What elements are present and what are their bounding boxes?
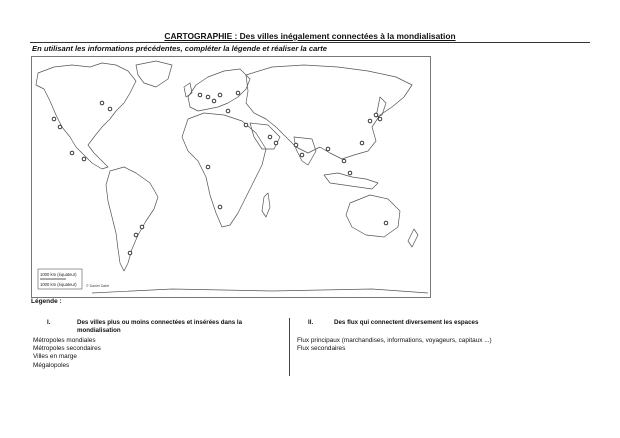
city-marker <box>342 159 346 163</box>
city-marker <box>378 117 382 121</box>
city-marker <box>218 93 222 97</box>
north-america-outline <box>36 63 136 169</box>
scale-label-2: 1000 km (équateur) <box>40 282 77 287</box>
instruction-text: En utilisant les informations précédentes, compléter la légende et réaliser la carte <box>32 44 327 53</box>
map-credit: © Daniel Dalet <box>86 284 110 288</box>
antarctica-outline <box>92 289 428 293</box>
city-marker <box>348 171 352 175</box>
new-zealand-outline <box>408 229 418 247</box>
indonesia-outline <box>324 173 378 189</box>
australia-outline <box>346 195 400 237</box>
legend-item: Mégalopoles <box>33 362 70 369</box>
city-marker <box>274 141 278 145</box>
city-marker <box>374 113 378 117</box>
world-map <box>31 56 431 298</box>
city-marker <box>52 117 56 121</box>
city-marker <box>58 125 62 129</box>
city-marker <box>108 107 112 111</box>
madagascar-outline <box>262 193 270 217</box>
legend-section2-number: II. <box>308 319 314 326</box>
legend-section1-number: I. <box>47 319 51 326</box>
city-marker <box>212 99 216 103</box>
city-marker <box>128 251 132 255</box>
city-marker <box>206 165 210 169</box>
city-marker <box>100 101 104 105</box>
scale-label-1: 1000 km (équateur) <box>40 272 77 277</box>
africa-outline <box>182 113 266 227</box>
city-marker <box>384 221 388 225</box>
legend-item: Métropoles secondaires <box>33 345 101 352</box>
city-marker <box>226 109 230 113</box>
legend-item: Métropoles mondiales <box>33 337 96 344</box>
europe-outline <box>188 69 250 111</box>
legend-divider <box>289 318 290 376</box>
city-marker <box>368 119 372 123</box>
city-marker <box>70 151 74 155</box>
city-marker <box>206 95 210 99</box>
city-marker <box>360 141 364 145</box>
map-scale <box>38 269 109 289</box>
legend-item: Flux secondaires <box>297 345 346 352</box>
legend-item: Flux principaux (marchandises, informations, voyageurs, capitaux ...) <box>297 337 492 344</box>
title-rule <box>30 42 590 43</box>
uk-outline <box>184 83 192 97</box>
city-marker <box>244 123 248 127</box>
city-marker <box>294 143 298 147</box>
page-title: CARTOGRAPHIE : Des villes inégalement connectées à la mondialisation <box>164 31 456 41</box>
city-marker <box>134 233 138 237</box>
city-marker <box>140 225 144 229</box>
south-america-outline <box>106 167 158 271</box>
city-marker <box>268 135 272 139</box>
city-marker <box>300 153 304 157</box>
city-marker <box>218 205 222 209</box>
world-map-outline <box>32 57 430 297</box>
legend-section1-title: Des villes plus ou moins connectées et insérées dans la mondialisation <box>77 319 243 334</box>
legend-section2-title: Des flux qui connectent diversement les espaces <box>334 319 479 326</box>
greenland-outline <box>136 61 172 87</box>
asia-outline <box>246 65 412 159</box>
legend-heading: Légende : <box>31 298 62 305</box>
city-marker <box>82 157 86 161</box>
city-marker <box>198 93 202 97</box>
legend-item: Villes en marge <box>33 353 77 360</box>
city-marker <box>326 147 330 151</box>
city-marker <box>236 91 240 95</box>
